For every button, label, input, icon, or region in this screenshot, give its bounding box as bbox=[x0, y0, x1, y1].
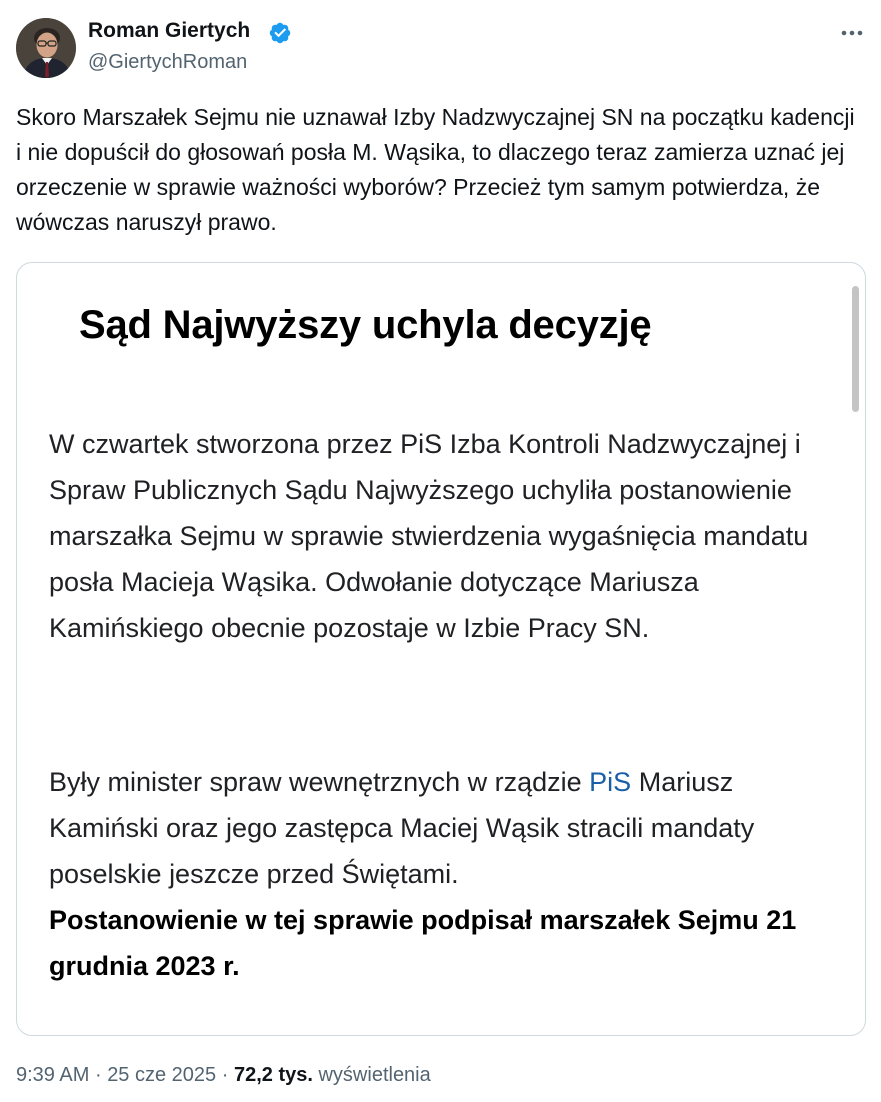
meta-separator: · bbox=[221, 1064, 229, 1086]
author-name[interactable]: Roman Giertych bbox=[88, 19, 251, 42]
article-paragraph-1: W czwartek stworzona przez PiS Izba Kontroli Nadzwyczajnej i Spraw Publicznych Sądu Najwyższego uchyliła postanowienie marszałka Sejmu w sprawie stwierdzenia wygaśnięcia mandatu posła Macieja Wąsika. Odwołanie dotyczące Mariusza Kamińskiego obecnie pozostaje w Izbie Pracy SN. bbox=[49, 429, 809, 643]
more-options-button[interactable] bbox=[834, 18, 870, 48]
article-pis-link: PiS bbox=[589, 767, 632, 797]
tweet-meta bbox=[16, 1064, 431, 1087]
article-paragraph-2-text-start: Były minister spraw wewnętrznych w rządzie bbox=[49, 767, 590, 797]
views-count: 72,2 tys. bbox=[233, 1064, 313, 1086]
tweet-time[interactable]: 9:39 AM bbox=[16, 1064, 90, 1086]
views-label: wyświetlenia bbox=[318, 1064, 431, 1086]
article-paragraph-2 bbox=[49, 759, 849, 989]
article-paragraph-2-text-end: Mariusz Kamiński oraz jego zastępca Maciej Wąsik stracili mandaty poselskie jeszcze przed Świętami. bbox=[49, 767, 755, 889]
meta-separator: · bbox=[94, 1064, 102, 1086]
verified-badge-icon bbox=[268, 21, 292, 45]
avatar-photo bbox=[16, 18, 76, 78]
avatar[interactable] bbox=[16, 18, 76, 78]
article-headline: Sąd Najwyższy uchyla decyzję bbox=[79, 303, 652, 347]
tweet-date[interactable]: 25 cze 2025 bbox=[107, 1064, 217, 1086]
tweet-media-image[interactable] bbox=[16, 262, 866, 1036]
media-scrollbar bbox=[852, 286, 859, 412]
article-paragraph-2-bold: Postanowienie w tej sprawie podpisał marszałek Sejmu 21 grudnia 2023 r. bbox=[49, 905, 797, 981]
tweet-text: Skoro Marszałek Sejmu nie uznawał Izby Nadzwyczajnej SN na początku kadencji i nie dopuścił do głosowań posła M. Wąsika, to dlaczego teraz zamierza uznać jej orzeczenie w sprawie ważności wyborów? Przecież tym samym potwierdza, że wówczas naruszył prawo. bbox=[16, 104, 862, 235]
more-dots-icon bbox=[841, 30, 863, 36]
author-handle[interactable]: @GiertychRoman bbox=[88, 51, 248, 73]
